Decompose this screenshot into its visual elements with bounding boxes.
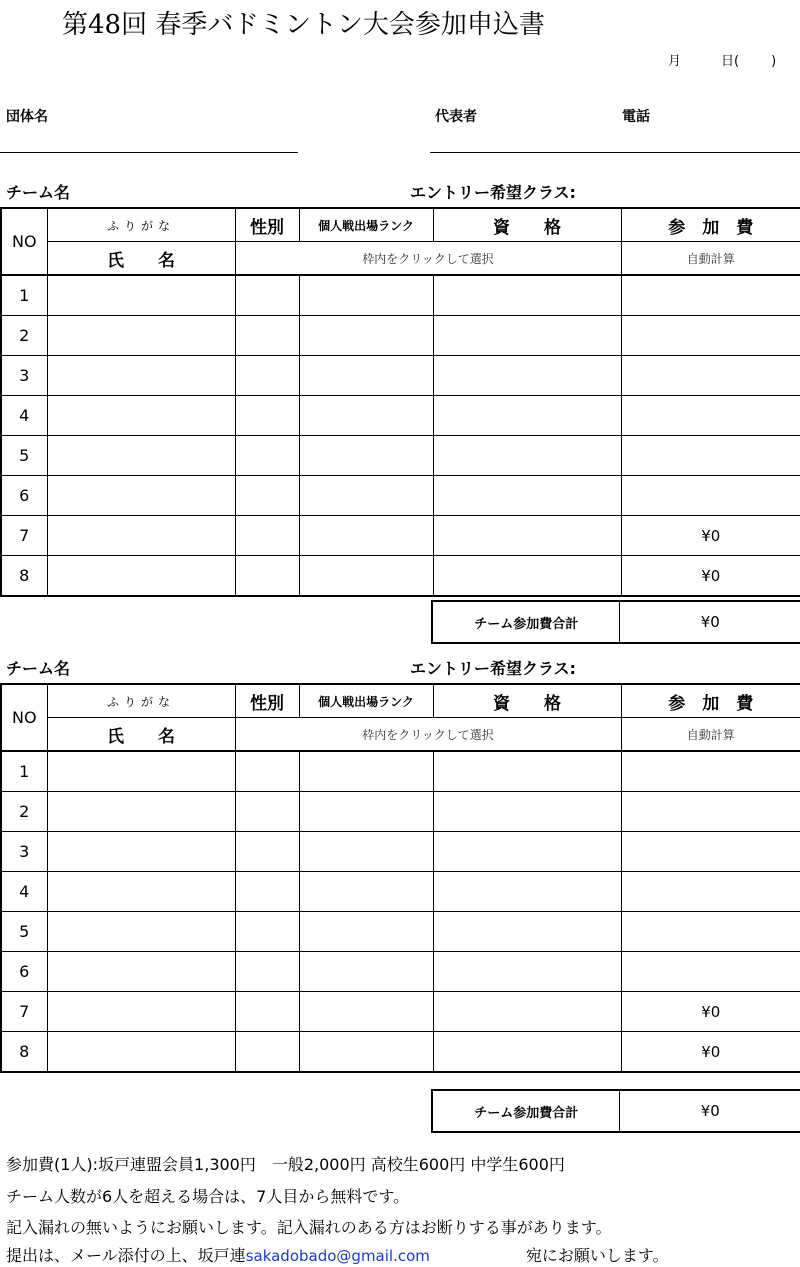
day-label: 日( [721,54,740,69]
gender-cell[interactable] [235,751,299,792]
submit-suffix: 宛にお願いします。 [525,1246,669,1265]
name-cell[interactable] [47,356,235,396]
rank-cell[interactable] [299,556,433,597]
fee-cell [621,356,800,396]
qualification-cell[interactable] [433,275,621,316]
furigana-header: ふりがな [47,684,235,718]
name-cell[interactable] [47,992,235,1032]
phone-label: 電話 [622,109,650,125]
qualification-cell[interactable] [433,1032,621,1073]
rank-cell[interactable] [299,396,433,436]
fee-cell [621,952,800,992]
fee-cell [621,751,800,792]
gender-cell[interactable] [235,832,299,872]
fee-cell [621,872,800,912]
team-total-value: ¥0 [700,613,720,631]
fee-info-line: 参加費(1人):坂戸連盟会員1,300円 一般2,000円 高校生600円 中学生600円 [6,1155,565,1174]
team-name-label: チーム名 [6,183,71,202]
name-cell[interactable] [47,396,235,436]
row-no: 7 [1,516,47,556]
free-info-line: チーム人数が6人を超える場合は、7人目から無料です。 [6,1187,410,1206]
fee-cell [621,436,800,476]
qualification-cell[interactable] [433,476,621,516]
fee-header: 参 加 費 [621,208,800,242]
qualification-header: 資 格 [433,684,621,718]
name-header: 氏 名 [47,242,235,276]
notice-line: 記入漏れの無いようにお願いします。記入漏れのある方はお断りする事があります。 [6,1218,612,1237]
gender-header: 性別 [235,684,299,718]
fee-cell: ¥0 [621,516,800,556]
gender-cell[interactable] [235,316,299,356]
rank-cell[interactable] [299,912,433,952]
org-label: 団体名 [6,109,48,125]
row-no: 4 [1,396,47,436]
team-total-box [431,1089,800,1133]
entry-table-2 [0,683,800,1073]
auto-calc-note: 自動計算 [621,718,800,752]
no-header: NO [1,684,47,751]
name-cell[interactable] [47,556,235,597]
qualification-cell[interactable] [433,751,621,792]
name-cell[interactable] [47,912,235,952]
name-cell[interactable] [47,436,235,476]
gender-cell[interactable] [235,872,299,912]
weekday-close: ) [771,54,777,69]
org-input-line[interactable] [0,152,298,153]
row-no: 1 [1,751,47,792]
rank-cell[interactable] [299,316,433,356]
row-no: 5 [1,912,47,952]
rank-header: 個人戦出場ランク [299,208,433,242]
gender-cell[interactable] [235,476,299,516]
entry-table-1 [0,207,800,597]
name-cell[interactable] [47,316,235,356]
rank-header: 個人戦出場ランク [299,684,433,718]
rank-cell[interactable] [299,275,433,316]
select-note: 枠内をクリックして選択 [235,242,621,276]
rank-cell[interactable] [299,792,433,832]
name-cell[interactable] [47,1032,235,1073]
qualification-cell[interactable] [433,912,621,952]
page-title: 第48回 春季バドミントン大会参加申込書 [62,10,545,40]
fee-cell [621,316,800,356]
qualification-cell[interactable] [433,436,621,476]
row-no: 1 [1,275,47,316]
qualification-cell[interactable] [433,952,621,992]
gender-cell[interactable] [235,556,299,597]
month-label: 月 [668,54,682,69]
rank-cell[interactable] [299,1032,433,1073]
fee-cell [621,912,800,952]
qualification-cell[interactable] [433,396,621,436]
rank-cell[interactable] [299,952,433,992]
auto-calc-note: 自動計算 [621,242,800,276]
rank-cell[interactable] [299,832,433,872]
gender-cell[interactable] [235,396,299,436]
gender-cell[interactable] [235,275,299,316]
date-field[interactable] [668,50,776,69]
gender-cell[interactable] [235,356,299,396]
row-no: 5 [1,436,47,476]
row-no: 8 [1,556,47,597]
qualification-cell[interactable] [433,992,621,1032]
no-header: NO [1,208,47,275]
gender-cell[interactable] [235,912,299,952]
row-no: 2 [1,316,47,356]
submit-line [6,1243,669,1266]
qualification-cell[interactable] [433,556,621,597]
team-total-box [431,600,800,644]
fee-header: 参 加 費 [621,684,800,718]
fee-cell [621,832,800,872]
name-cell[interactable] [47,751,235,792]
fee-cell: ¥0 [621,556,800,597]
fee-cell [621,275,800,316]
rank-cell[interactable] [299,992,433,1032]
rep-phone-input-line[interactable] [430,152,800,153]
qualification-cell[interactable] [433,792,621,832]
rank-cell[interactable] [299,516,433,556]
gender-cell[interactable] [235,516,299,556]
entry-class-label: エントリー希望クラス: [410,659,576,678]
rep-label: 代表者 [435,109,477,125]
name-cell[interactable] [47,952,235,992]
team-name-label: チーム名 [6,659,71,678]
name-header: 氏 名 [47,718,235,752]
gender-cell[interactable] [235,792,299,832]
qualification-cell[interactable] [433,516,621,556]
fee-cell [621,396,800,436]
rank-cell[interactable] [299,476,433,516]
row-no: 6 [1,952,47,992]
name-cell[interactable] [47,872,235,912]
qualification-header: 資 格 [433,208,621,242]
gender-cell[interactable] [235,952,299,992]
rank-cell[interactable] [299,436,433,476]
name-cell[interactable] [47,832,235,872]
gender-cell[interactable] [235,1032,299,1073]
select-note: 枠内をクリックして選択 [235,718,621,752]
name-cell[interactable] [47,792,235,832]
qualification-cell[interactable] [433,832,621,872]
row-no: 6 [1,476,47,516]
fee-cell: ¥0 [621,1032,800,1073]
row-no: 3 [1,832,47,872]
fee-cell: ¥0 [621,992,800,1032]
qualification-cell[interactable] [433,356,621,396]
fee-cell [621,476,800,516]
name-cell[interactable] [47,476,235,516]
furigana-header: ふりがな [47,208,235,242]
team-total-value: ¥0 [700,1102,720,1120]
fee-cell [621,792,800,832]
rank-cell[interactable] [299,751,433,792]
email-link[interactable]: sakadobado@gmail.com [245,1247,430,1265]
row-no: 3 [1,356,47,396]
rank-cell[interactable] [299,872,433,912]
entry-class-label: エントリー希望クラス: [410,183,576,202]
gender-cell[interactable] [235,992,299,1032]
row-no: 7 [1,992,47,1032]
row-no: 4 [1,872,47,912]
row-no: 2 [1,792,47,832]
gender-cell[interactable] [235,436,299,476]
row-no: 8 [1,1032,47,1073]
team-total-label: チーム参加費合計 [433,602,620,642]
team-total-label: チーム参加費合計 [433,1091,620,1131]
name-cell[interactable] [47,516,235,556]
name-cell[interactable] [47,275,235,316]
submit-prefix: 提出は、メール添付の上、坂戸連 [6,1246,246,1265]
qualification-cell[interactable] [433,316,621,356]
rank-cell[interactable] [299,356,433,396]
gender-header: 性別 [235,208,299,242]
qualification-cell[interactable] [433,872,621,912]
